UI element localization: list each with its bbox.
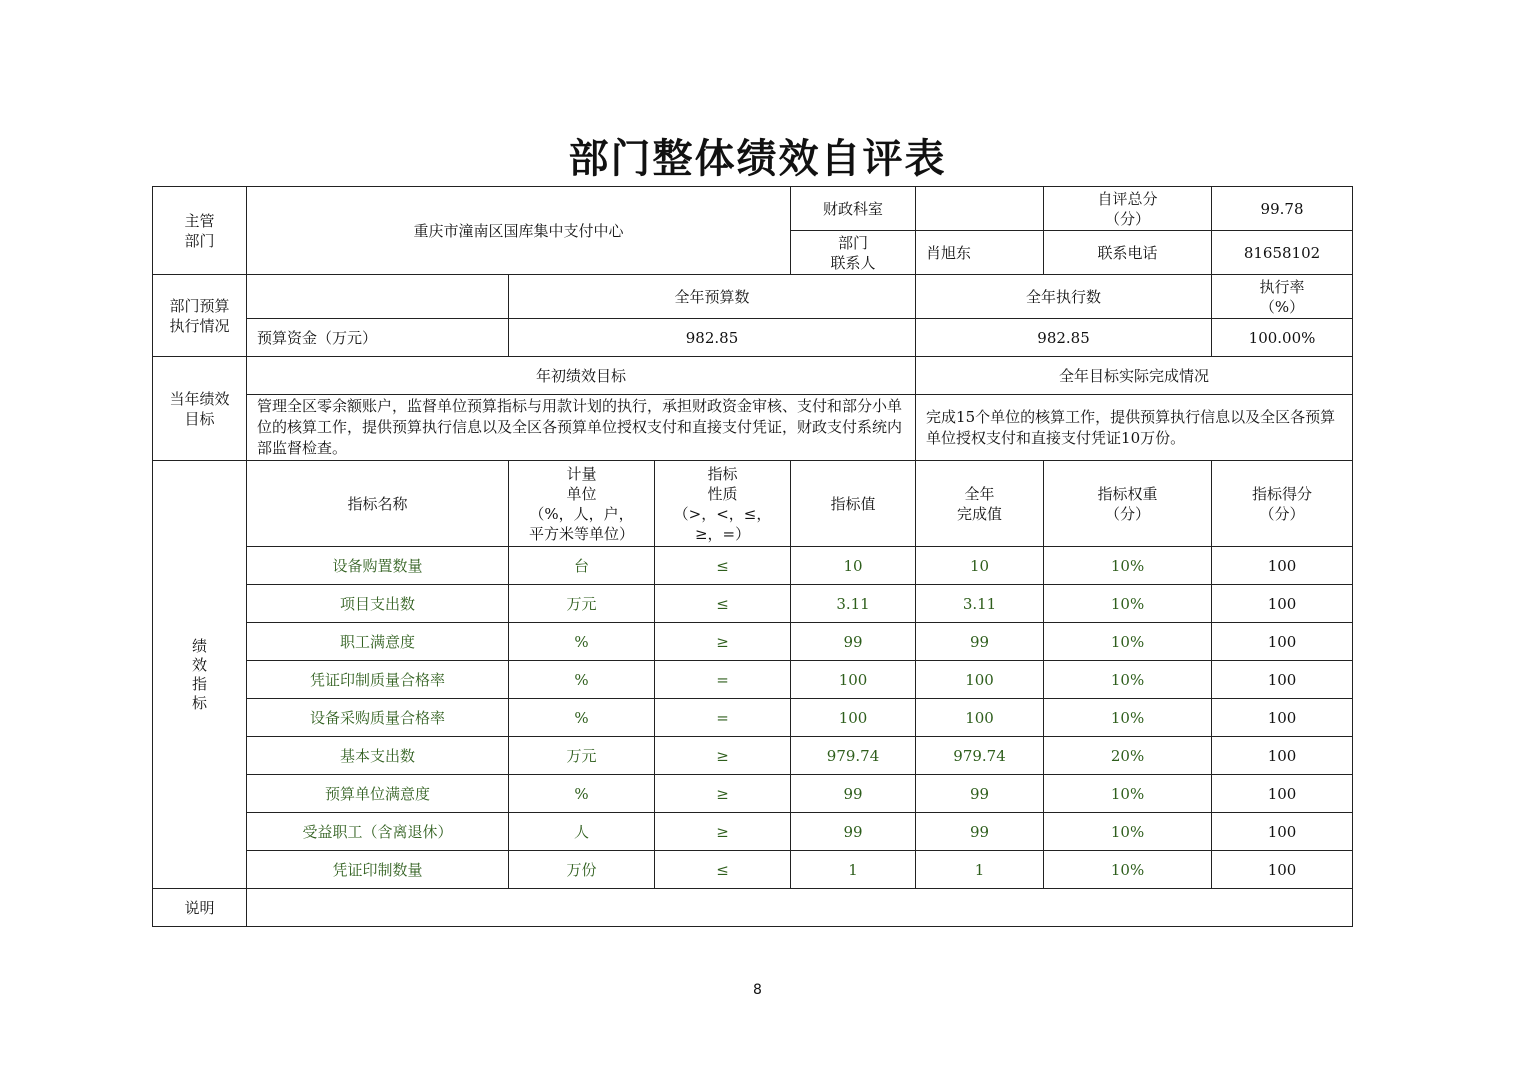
indicator-row bbox=[153, 699, 1353, 737]
indicator-target-header: 指标值 bbox=[791, 461, 916, 547]
indicator-row bbox=[153, 813, 1353, 851]
indicator-weight-cell: 10% bbox=[1044, 851, 1212, 889]
indicator-actual-cell: 99 bbox=[916, 775, 1044, 813]
indicator-weight-cell: 20% bbox=[1044, 737, 1212, 775]
indicator-score-header: 指标得分 （分） bbox=[1212, 461, 1353, 547]
contact-name-cell: 肖旭东 bbox=[916, 231, 1044, 275]
indicator-target-cell: 100 bbox=[791, 661, 916, 699]
indicator-unit-cell: 万元 bbox=[509, 737, 655, 775]
indicator-nature-cell: ≤ bbox=[655, 851, 791, 889]
indicator-name-cell: 基本支出数 bbox=[247, 737, 509, 775]
indicator-weight-cell: 10% bbox=[1044, 547, 1212, 585]
indicator-unit-header: 计量 单位 （%，人，户， 平方米等单位） bbox=[509, 461, 655, 547]
indicator-row bbox=[153, 737, 1353, 775]
indicator-unit-cell: 台 bbox=[509, 547, 655, 585]
indicator-unit-cell: % bbox=[509, 661, 655, 699]
indicator-actual-header: 全年 完成值 bbox=[916, 461, 1044, 547]
office-label-cell: 财政科室 bbox=[791, 187, 916, 231]
indicator-row bbox=[153, 851, 1353, 889]
indicator-actual-cell: 10 bbox=[916, 547, 1044, 585]
annual-budget-value: 982.85 bbox=[509, 319, 916, 357]
indicator-actual-cell: 100 bbox=[916, 699, 1044, 737]
initial-goals-text: 管理全区零余额账户，监督单位预算指标与用款计划的执行，承担财政资金审核、支付和部分小单位的核算工作，提供预算执行信息以及全区各预算单位授权支付和直接支付凭证，财政支付系统内部监督检查。 bbox=[247, 395, 916, 461]
indicator-unit-cell: 万份 bbox=[509, 851, 655, 889]
notes-value bbox=[247, 889, 1353, 927]
indicator-target-cell: 1 bbox=[791, 851, 916, 889]
indicator-row bbox=[153, 585, 1353, 623]
indicator-score-cell: 100 bbox=[1212, 585, 1353, 623]
page-title: 部门整体绩效自评表 bbox=[568, 135, 947, 182]
indicator-unit-cell: % bbox=[509, 775, 655, 813]
indicator-actual-cell: 99 bbox=[916, 623, 1044, 661]
indicator-target-cell: 3.11 bbox=[791, 585, 916, 623]
indicator-score-cell: 100 bbox=[1212, 623, 1353, 661]
dept-label-cell: 主管 部门 bbox=[153, 187, 247, 275]
indicator-weight-header: 指标权重 （分） bbox=[1044, 461, 1212, 547]
indicator-weight-cell: 10% bbox=[1044, 623, 1212, 661]
goals-section-label: 当年绩效 目标 bbox=[153, 357, 247, 461]
indicator-target-cell: 979.74 bbox=[791, 737, 916, 775]
indicator-weight-cell: 10% bbox=[1044, 813, 1212, 851]
contact-label-cell: 部门 联系人 bbox=[791, 231, 916, 275]
indicator-nature-cell: ≥ bbox=[655, 813, 791, 851]
indicator-score-cell: 100 bbox=[1212, 775, 1353, 813]
annual-exec-header: 全年执行数 bbox=[916, 275, 1212, 319]
indicator-name-cell: 受益职工（含离退休） bbox=[247, 813, 509, 851]
indicator-weight-cell: 10% bbox=[1044, 661, 1212, 699]
self-evaluation-table bbox=[152, 186, 1353, 927]
indicator-row bbox=[153, 547, 1353, 585]
exec-rate-value: 100.00% bbox=[1212, 319, 1353, 357]
indicator-name-cell: 项目支出数 bbox=[247, 585, 509, 623]
indicator-name-cell: 设备购置数量 bbox=[247, 547, 509, 585]
indicator-nature-cell: = bbox=[655, 699, 791, 737]
indicator-weight-cell: 10% bbox=[1044, 585, 1212, 623]
actual-goals-text: 完成15个单位的核算工作，提供预算执行信息以及全区各预算单位授权支付和直接支付凭证10万份。 bbox=[916, 395, 1353, 461]
indicator-actual-cell: 1 bbox=[916, 851, 1044, 889]
indicator-unit-cell: % bbox=[509, 623, 655, 661]
indicator-row bbox=[153, 623, 1353, 661]
indicator-score-cell: 100 bbox=[1212, 661, 1353, 699]
indicator-nature-cell: ≥ bbox=[655, 623, 791, 661]
indicator-name-header: 指标名称 bbox=[247, 461, 509, 547]
budget-empty-cell bbox=[247, 275, 509, 319]
office-value-cell bbox=[916, 187, 1044, 231]
indicator-score-cell: 100 bbox=[1212, 851, 1353, 889]
score-value-cell: 99.78 bbox=[1212, 187, 1353, 231]
dept-name-cell: 重庆市潼南区国库集中支付中心 bbox=[247, 187, 791, 275]
indicator-nature-cell: ≤ bbox=[655, 547, 791, 585]
indicator-name-cell: 凭证印制数量 bbox=[247, 851, 509, 889]
indicator-nature-cell: ≥ bbox=[655, 775, 791, 813]
indicator-actual-cell: 979.74 bbox=[916, 737, 1044, 775]
indicator-score-cell: 100 bbox=[1212, 547, 1353, 585]
exec-rate-header: 执行率 （%） bbox=[1212, 275, 1353, 319]
indicator-target-cell: 10 bbox=[791, 547, 916, 585]
page-number: 8 bbox=[753, 982, 762, 998]
indicator-name-cell: 预算单位满意度 bbox=[247, 775, 509, 813]
indicator-target-cell: 99 bbox=[791, 813, 916, 851]
indicator-name-cell: 职工满意度 bbox=[247, 623, 509, 661]
indicator-unit-cell: % bbox=[509, 699, 655, 737]
indicator-score-cell: 100 bbox=[1212, 699, 1353, 737]
indicator-row bbox=[153, 661, 1353, 699]
indicator-actual-cell: 100 bbox=[916, 661, 1044, 699]
indicator-unit-cell: 人 bbox=[509, 813, 655, 851]
indicator-name-cell: 设备采购质量合格率 bbox=[247, 699, 509, 737]
indicator-name-cell: 凭证印制质量合格率 bbox=[247, 661, 509, 699]
annual-exec-value: 982.85 bbox=[916, 319, 1212, 357]
indicator-score-cell: 100 bbox=[1212, 813, 1353, 851]
indicator-actual-cell: 3.11 bbox=[916, 585, 1044, 623]
indicator-nature-cell: ≤ bbox=[655, 585, 791, 623]
actual-goals-header: 全年目标实际完成情况 bbox=[916, 357, 1353, 395]
phone-label-cell: 联系电话 bbox=[1044, 231, 1212, 275]
indicator-target-cell: 100 bbox=[791, 699, 916, 737]
notes-label: 说明 bbox=[153, 889, 247, 927]
indicator-target-cell: 99 bbox=[791, 775, 916, 813]
indicator-row bbox=[153, 775, 1353, 813]
indicator-weight-cell: 10% bbox=[1044, 775, 1212, 813]
budget-section-label: 部门预算 执行情况 bbox=[153, 275, 247, 357]
indicators-section-label: 绩效指标 bbox=[153, 461, 247, 889]
indicator-score-cell: 100 bbox=[1212, 737, 1353, 775]
phone-value-cell: 81658102 bbox=[1212, 231, 1353, 275]
indicator-actual-cell: 99 bbox=[916, 813, 1044, 851]
indicator-nature-cell: ≥ bbox=[655, 737, 791, 775]
annual-budget-header: 全年预算数 bbox=[509, 275, 916, 319]
indicator-nature-cell: = bbox=[655, 661, 791, 699]
indicator-weight-cell: 10% bbox=[1044, 699, 1212, 737]
score-label-cell: 自评总分 （分） bbox=[1044, 187, 1212, 231]
budget-row-label: 预算资金（万元） bbox=[247, 319, 509, 357]
indicator-nature-header: 指标 性质 （>，<，≤， ≥，=） bbox=[655, 461, 791, 547]
indicator-unit-cell: 万元 bbox=[509, 585, 655, 623]
indicator-target-cell: 99 bbox=[791, 623, 916, 661]
initial-goals-header: 年初绩效目标 bbox=[247, 357, 916, 395]
